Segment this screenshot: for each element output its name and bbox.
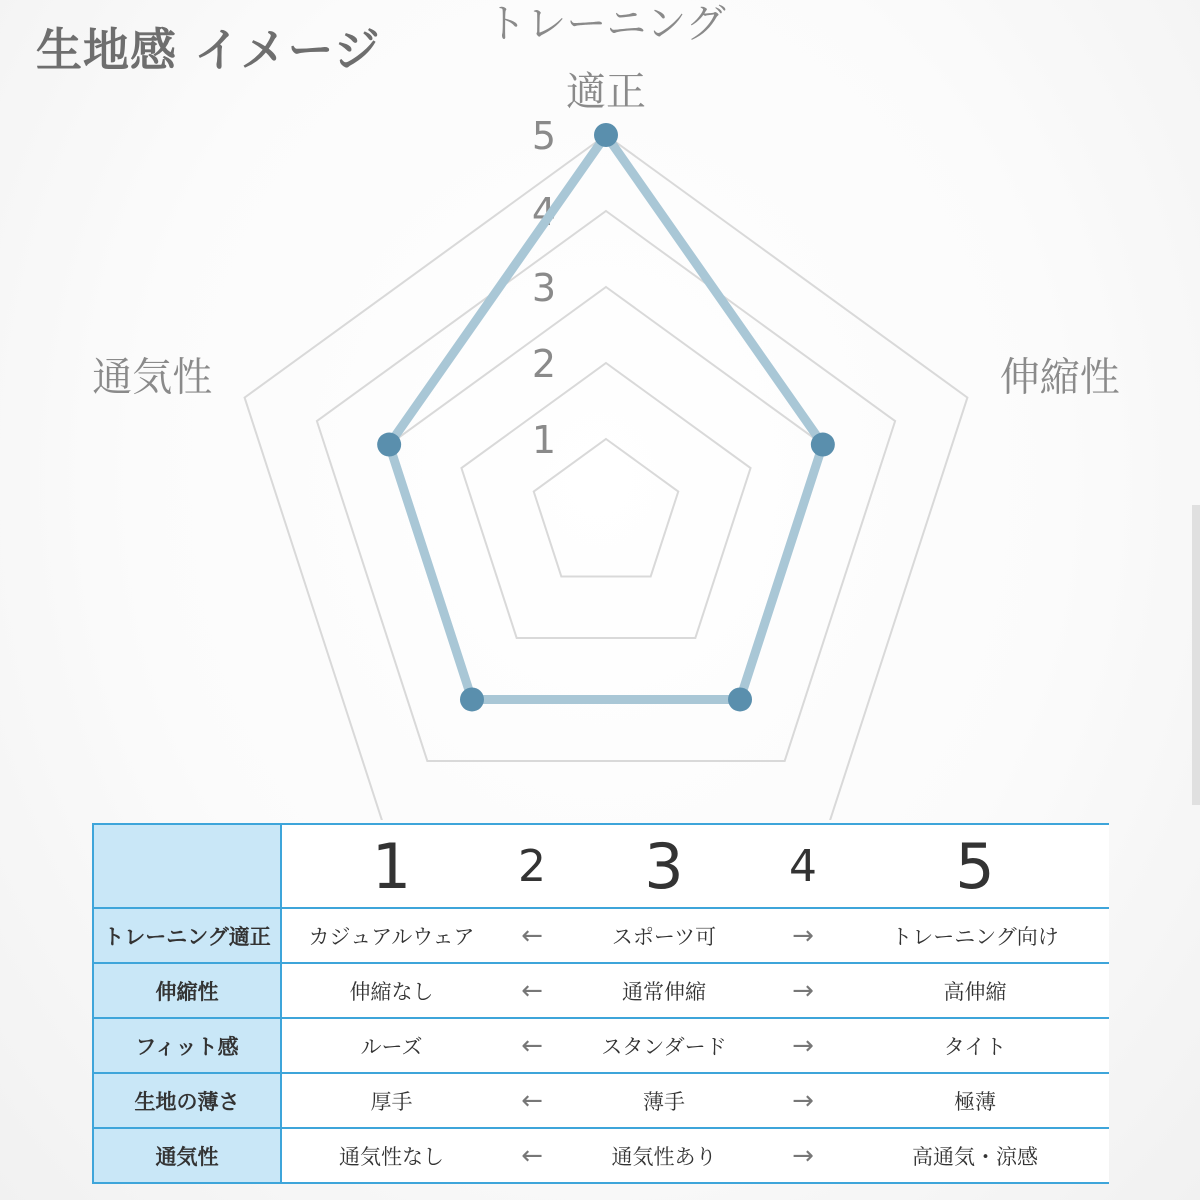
data-point-5 (377, 433, 401, 457)
left-arrow: ← (501, 1018, 563, 1073)
tick-label-2: 2 (531, 342, 557, 386)
radar-grid (245, 135, 968, 820)
row-level-5: タイト (841, 1018, 1109, 1073)
table-row (93, 908, 1109, 963)
row-category: フィット感 (93, 1018, 281, 1073)
table-row (93, 1073, 1109, 1128)
row-level-1: 伸縮なし (281, 963, 501, 1018)
table-row (93, 963, 1109, 1018)
row-level-3: スポーツ可 (563, 908, 765, 963)
row-category: 生地の薄さ (93, 1073, 281, 1128)
row-level-3: 通気性あり (563, 1128, 765, 1183)
left-arrow: ← (501, 963, 563, 1018)
row-level-1: 厚手 (281, 1073, 501, 1128)
axis-label-line: 適正 (566, 69, 646, 115)
row-level-5: 高伸縮 (841, 963, 1109, 1018)
series-line (389, 135, 823, 699)
data-point-3 (728, 687, 752, 711)
axis-label-2 (1000, 355, 1120, 401)
axis-label-line: 伸縮性 (999, 354, 1120, 401)
axis-label-1 (486, 1, 725, 115)
tick-label-3: 3 (531, 266, 557, 310)
row-category: 通気性 (93, 1128, 281, 1183)
row-level-1: 通気性なし (281, 1128, 501, 1183)
right-arrow: → (765, 1128, 841, 1183)
row-level-5: 極薄 (841, 1073, 1109, 1128)
left-arrow: ← (501, 1073, 563, 1128)
row-level-5: トレーニング向け (841, 908, 1109, 963)
level-4: 4 (765, 824, 841, 908)
legend-corner-cell (93, 824, 281, 908)
tick-label-1: 1 (531, 418, 557, 462)
tick-label-5: 5 (531, 114, 557, 158)
level-1: 1 (281, 824, 501, 908)
row-level-3: 通常伸縮 (563, 963, 765, 1018)
data-point-1 (594, 123, 618, 147)
page-title: 生地感 イメージ (36, 23, 381, 77)
axis-label-5 (92, 355, 212, 401)
row-level-3: スタンダード (563, 1018, 765, 1073)
data-point-2 (811, 433, 835, 457)
grid-ring-2 (461, 363, 750, 638)
row-level-5: 高通気・涼感 (841, 1128, 1109, 1183)
radar-tick-labels (532, 114, 556, 462)
tick-label-4: 4 (531, 190, 557, 234)
row-category: 伸縮性 (93, 963, 281, 1018)
right-arrow: → (765, 963, 841, 1018)
row-category: トレーニング適正 (93, 908, 281, 963)
legend-header-row (93, 824, 1109, 908)
level-5: 5 (841, 824, 1109, 908)
left-arrow: ← (501, 1128, 563, 1183)
right-arrow: → (765, 1073, 841, 1128)
data-point-4 (460, 687, 484, 711)
axis-label-line: トレーニング (486, 1, 726, 47)
row-level-3: 薄手 (563, 1073, 765, 1128)
right-arrow: → (765, 908, 841, 963)
scrollbar-edge (1192, 505, 1200, 805)
right-arrow: → (765, 1018, 841, 1073)
grid-ring-5 (245, 135, 968, 820)
row-level-1: ルーズ (281, 1018, 501, 1073)
left-arrow: ← (501, 908, 563, 963)
table-row (93, 1018, 1109, 1073)
row-level-1: カジュアルウェア (281, 908, 501, 963)
level-3: 3 (563, 824, 765, 908)
table-row (93, 1128, 1109, 1183)
legend-table (92, 823, 1109, 1184)
axis-label-line: 通気性 (92, 354, 213, 401)
level-2: 2 (501, 824, 563, 908)
